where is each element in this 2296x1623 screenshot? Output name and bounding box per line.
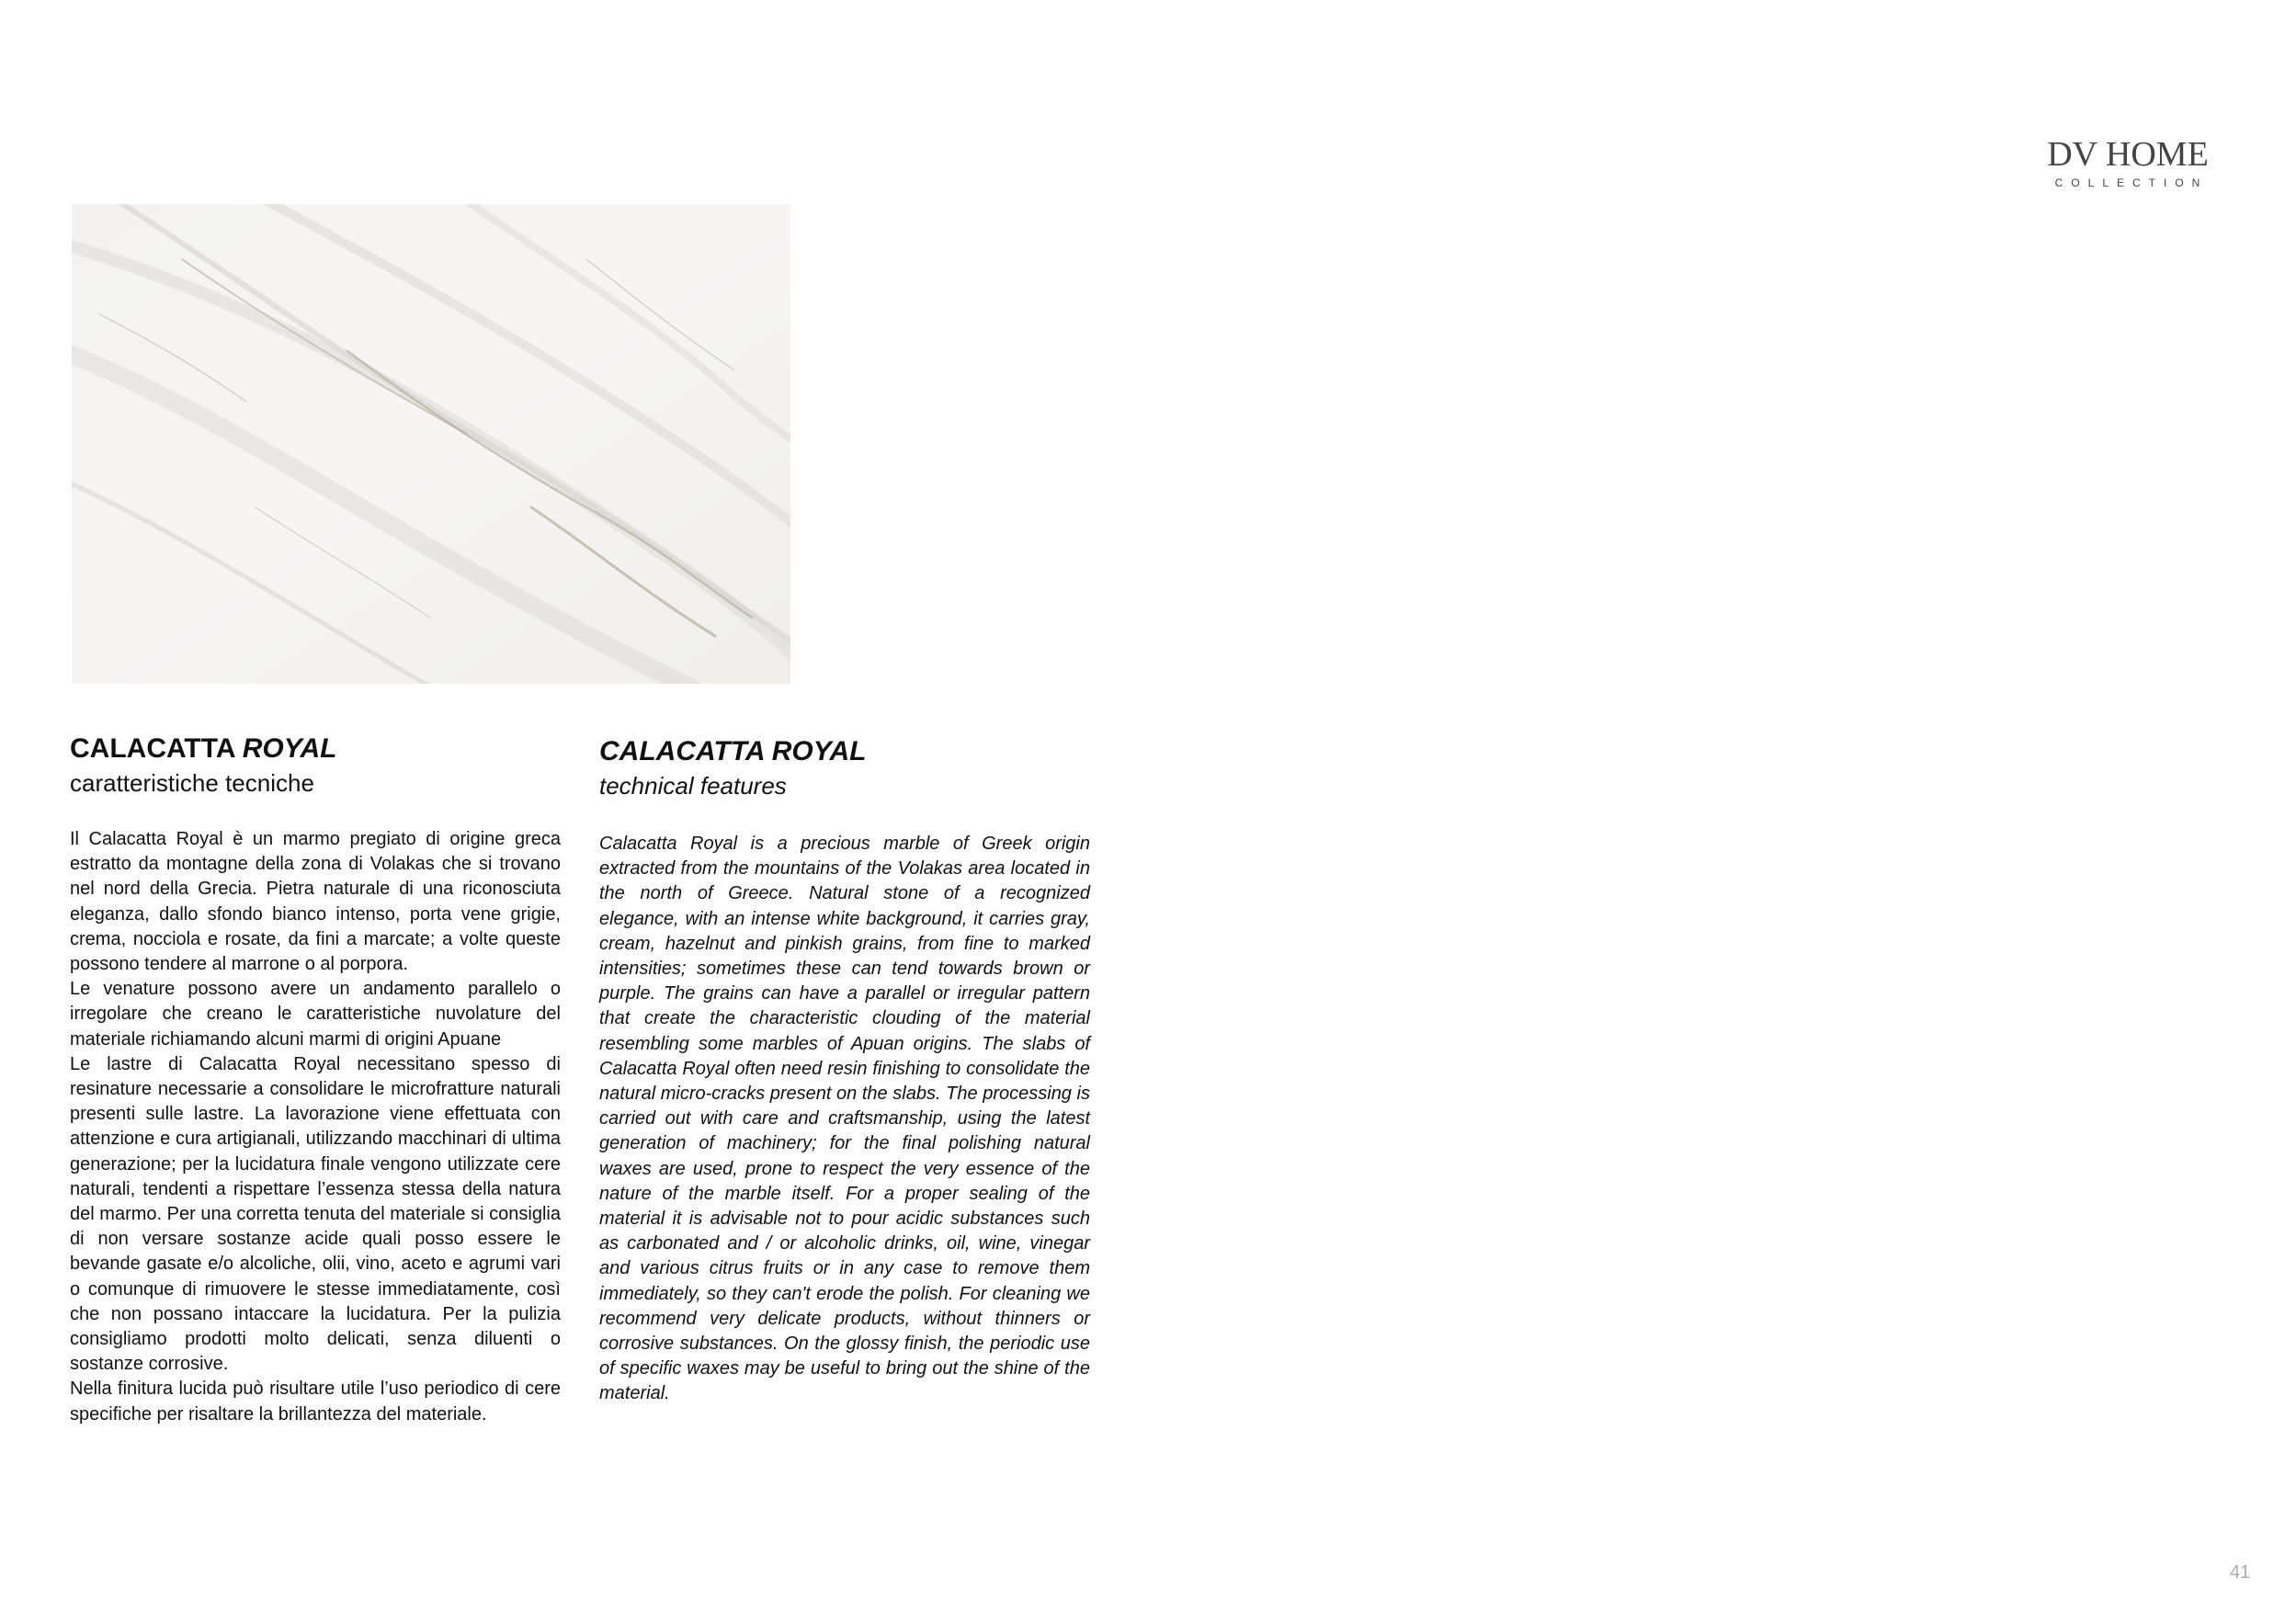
italian-paragraph: Nella finitura lucida può risultare utile l’uso periodico di cere specifiche per risaltare la brillantezza del materiale. bbox=[70, 1379, 561, 1424]
marble-texture bbox=[72, 204, 790, 684]
italian-title bbox=[70, 732, 561, 766]
italian-paragraph: Le lastre di Calacatta Royal necessitano spesso di resinature necessarie a consolidare le microfratture naturali presenti sulle lastre. La lavorazione viene effettuata con attenzione e cura artigianali, utilizzando macchinari di ultima generazione; per la lucidatura finale vengono utilizzate cere naturali, tendenti a rispettare l’essenza stessa della natura del marmo. Per una corretta tenuta del materiale si consiglia di non versare sostanze acide quali posso essere le bevande gasate e/o alcoliche, olii, vino, aceto e agrumi vari o comunque di rimuovere le stesse immediatamente, così che non possano intaccare la lucidatura. Per la pulizia consigliamo prodotti molto delicati, senza diluenti o sostanze corrosive. bbox=[70, 1053, 561, 1375]
italian-title-italic: ROYAL bbox=[242, 733, 337, 764]
english-body bbox=[599, 832, 1090, 1407]
brand-logo bbox=[2022, 136, 2233, 189]
italian-subtitle: caratteristiche tecniche bbox=[70, 769, 314, 797]
italian-body bbox=[70, 827, 561, 1427]
english-subtitle: technical features bbox=[599, 772, 787, 800]
italian-title-plain: CALACATTA bbox=[70, 733, 243, 764]
italian-paragraph: Le venature possono avere un andamento parallelo o irregolare che creano le caratteristiche nuvolature del materiale richiamando alcuni marmi di origini Apuane bbox=[70, 979, 561, 1050]
logo-main-text: DV HOME bbox=[2047, 135, 2209, 174]
italian-column bbox=[70, 732, 561, 1427]
english-paragraph: Calacatta Royal is a precious marble of Greek origin extracted from the mountains of the Volakas area located in the north of Greece. Natural stone of a recognized elegance, with an intense white background, it carries gray, cream, hazelnut and pinkish grains, from fine to marked intensities; sometimes these can tend towards brown or purple. The grains can have a parallel or irregular pattern that create the characteristic clouding of the material resembling some marbles of Apuan origins. The slabs of Calacatta Royal often need resin finishing to consolidate the natural micro-cracks present on the slabs. The processing is carried out with care and craftsmanship, using the latest generation of machinery; for the final polishing natural waxes are used, prone to respect the very essence of the nature of the marble itself. For a proper sealing of the material it is advisable not to pour acidic substances such as carbonated and / or alcoholic drinks, oil, wine, vinegar and various citrus fruits or in any case to remove them immediately, so they can't erode the polish. For cleaning we recommend very delicate products, without thinners or corrosive substances. On the glossy finish, the periodic use of specific waxes may be useful to bring out the shine of the material. bbox=[599, 834, 1090, 1404]
italian-paragraph: Il Calacatta Royal è un marmo pregiato di origine greca estratto da montagne della zona di Volakas che si trovano nel nord della Grecia. Pietra naturale di una riconosciuta eleganza, dallo sfondo bianco intenso, porta vene grigie, crema, nocciola e rosate, da fini a marcate; a volte queste possono tendere al marrone o al porpora. bbox=[70, 829, 561, 975]
marble-slab-image bbox=[72, 204, 790, 684]
logo-sub-text: COLLECTION bbox=[2054, 176, 2209, 189]
page-number: 41 bbox=[2230, 1562, 2251, 1583]
english-title: CALACATTA ROYAL bbox=[599, 736, 867, 766]
english-column bbox=[599, 734, 1090, 1407]
